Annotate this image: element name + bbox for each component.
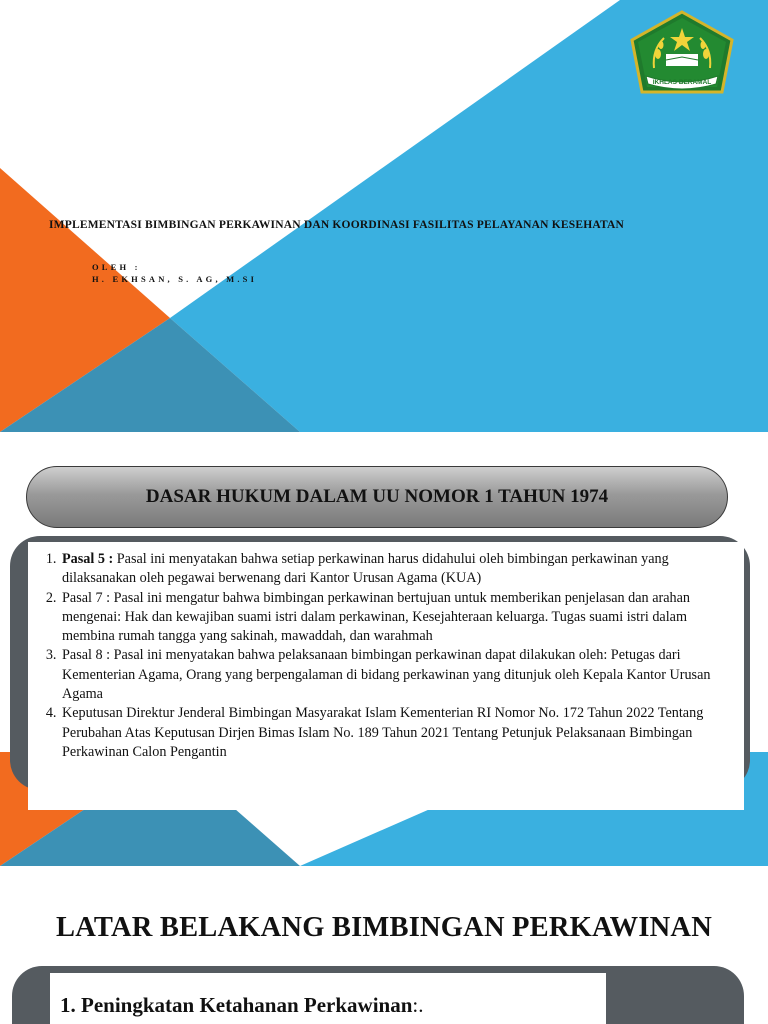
list-item-text: Keputusan Direktur Jenderal Bimbingan Masyarakat Islam Kementerian RI Nomor No. 172 Tahun 2022 Tentang Perubahan Atas Keputusan Dirjen Bimas Islam No. 189 Tahun 2021 Tentang Petunjuk Pelaksanaan Bimbingan Perkawinan Calon Pengantin (62, 705, 704, 760)
legal-basis-slide (0, 432, 768, 866)
author-label: OLEH : (92, 262, 141, 272)
section-heading: LATAR BELAKANG BIMBINGAN PERKAWINAN (56, 912, 712, 943)
title-slide (0, 0, 768, 432)
list-item-text: Pasal ini menyatakan bahwa setiap perkawinan harus didahului oleh bimbingan perkawinan yang dilaksanakan oleh pegawai berwenang dari Kantor Urusan Agama (KUA) (62, 551, 669, 587)
background-slide (0, 866, 768, 1024)
svg-text:IKHLAS BERAMAL: IKHLAS BERAMAL (652, 79, 712, 86)
kemenag-emblem-icon (628, 10, 736, 96)
list-item-label: Pasal 5 : (62, 551, 114, 567)
list-item (60, 550, 734, 589)
legal-list-box (28, 542, 744, 810)
list-item-text: Pasal 7 : Pasal ini mengatur bahwa bimbingan perkawinan bertujuan untuk memberikan penjelasan dan arahan mengenai: Hak dan kewajiban suami istri dalam perkawinan, Kesejahteraan keluarga. Tugas suami istri dalam membina rumah tangga yang sakinah, mawaddah, dan warahmah (62, 589, 690, 645)
list-item (60, 993, 423, 1018)
list-item (60, 646, 734, 704)
section-heading: DASAR HUKUM DALAM UU NOMOR 1 TAHUN 1974 (145, 486, 609, 507)
list-item (60, 704, 734, 762)
list-item-label: 1. Peningkatan Ketahanan Perkawinan (60, 993, 413, 1017)
author-block (92, 261, 257, 285)
content-box (50, 973, 606, 1024)
author-name: H. EKHSAN, S. AG, M.SI (92, 274, 258, 284)
list-item-suffix: :. (412, 993, 424, 1017)
list-item (60, 589, 734, 647)
section-banner (26, 466, 728, 528)
legal-basis-list (28, 542, 744, 762)
list-item-text: Pasal 8 : Pasal ini menyatakan bahwa pelaksanaan bimbingan perkawinan dapat dilakukan oleh: Petugas dari Kementerian Agama, Orang yang berpengalaman di bidang perkawinan yang ditunjuk oleh Kepala Kantor Urusan Agama (62, 647, 711, 703)
presentation-title: IMPLEMENTASI BIMBINGAN PERKAWINAN DAN KOORDINASI FASILITAS PELAYANAN KESEHATAN (49, 219, 625, 231)
